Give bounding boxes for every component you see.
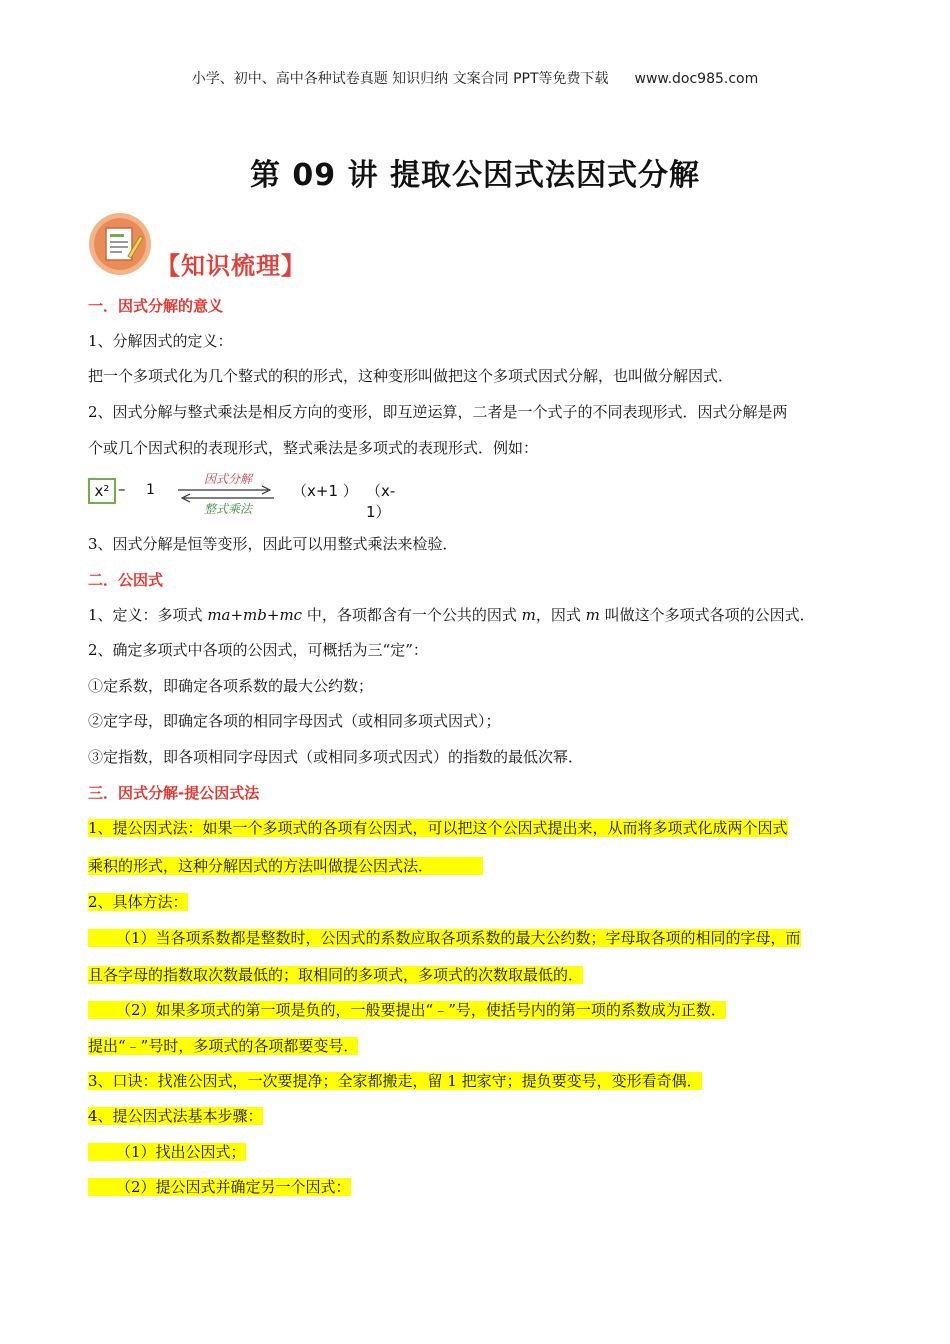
arrow-label-multiplication: 整式乘法 bbox=[203, 502, 252, 516]
s3-p6 bbox=[88, 1071, 702, 1091]
s2-p1-m1: m bbox=[521, 606, 536, 624]
s3-p7-text: 4、提公因式法基本步骤： bbox=[88, 1107, 263, 1125]
s3-p5 bbox=[88, 1036, 358, 1056]
arrow-label-factorization: 因式分解 bbox=[203, 472, 252, 486]
s2-p4: ②定字母，即确定各项的相同字母因式（或相同多项式因式）； bbox=[88, 712, 501, 730]
formula-one: 1 bbox=[146, 482, 155, 498]
formula-x-squared: x² bbox=[88, 478, 116, 504]
s2-p1-pre: 1、定义：多项式 bbox=[88, 606, 208, 624]
factorization-example bbox=[88, 472, 408, 521]
section-2-heading: 二．公因式 bbox=[88, 571, 164, 589]
notebook-icon bbox=[88, 212, 152, 276]
s3-p3b bbox=[88, 965, 583, 985]
s3-p9-text: （2）提公因式并确定另一个因式： bbox=[88, 1178, 351, 1196]
formula-minus: – bbox=[118, 480, 126, 498]
formula-factor-2: （x-1） bbox=[366, 482, 396, 521]
s2-p1-mid: 中，各项都含有一个公共的因式 bbox=[302, 606, 522, 624]
header-site[interactable]: www.doc985.com bbox=[634, 71, 759, 87]
section-banner: 【知识梳理】 bbox=[156, 252, 306, 280]
s2-p2: 2、确定多项式中各项的公因式，可概括为三“定”： bbox=[88, 641, 428, 659]
s3-p8 bbox=[88, 1142, 246, 1162]
s1-p3a: 2、因式分解与整式乘法是相反方向的变形，即互逆运算，二者是一个式子的不同表现形式．因式分解是两 bbox=[88, 403, 788, 421]
s2-p1 bbox=[88, 605, 815, 625]
s3-p1b bbox=[88, 856, 483, 876]
s3-p3a-text: （1）当各项系数都是整数时，公因式的系数应取各项系数的最大公约数；字母取各项的相同的字母，而 bbox=[88, 929, 801, 947]
page-header bbox=[0, 68, 950, 88]
s1-p3b: 个或几个因式积的表现形式，整式乘法是多项式的表现形式．例如： bbox=[88, 439, 539, 457]
s3-p2 bbox=[88, 892, 188, 912]
s3-p3b-text: 且各字母的指数取次数最低的；取相同的多项式，多项式的次数取最低的． bbox=[88, 966, 584, 984]
s2-p1-m2: m bbox=[585, 606, 600, 624]
s3-p9 bbox=[88, 1177, 351, 1197]
s3-p1b-text: 乘积的形式，这种分解因式的方法叫做提公因式法． bbox=[88, 857, 434, 875]
s3-p7 bbox=[88, 1106, 263, 1126]
section-1-heading: 一．因式分解的意义 bbox=[88, 297, 224, 315]
s2-p1-expr: ma+mb+mc bbox=[207, 606, 303, 624]
s3-p6-text: 3、口诀：找准公因式，一次要提净；全家都搬走，留 1 把家守；提负要变号，变形看奇偶． bbox=[88, 1072, 702, 1090]
s1-p1: 1、分解因式的定义： bbox=[88, 332, 233, 350]
s2-p5: ③定指数，即各项相同字母因式（或相同多项式因式）的指数的最低次幂． bbox=[88, 748, 584, 766]
s1-p2: 把一个多项式化为几个整式的积的形式，这种变形叫做把这个多项式因式分解，也叫做分解因式． bbox=[88, 367, 734, 385]
s2-p1-post: 叫做这个多项式各项的公因式． bbox=[599, 606, 815, 624]
s3-p8-text: （1）找出公因式； bbox=[88, 1143, 246, 1161]
s3-p5-text: 提出“﹣”号时，多项式的各项都要变号． bbox=[88, 1037, 359, 1055]
formula-factor-1: （x+1 ） bbox=[292, 482, 358, 500]
page-title: 第 09 讲 提取公因式法因式分解 bbox=[249, 158, 701, 193]
s3-p4 bbox=[88, 1000, 726, 1020]
s3-p4-text: （2）如果多项式的第一项是负的，一般要提出“﹣”号，使括号内的第一项的系数成为正数． bbox=[88, 1001, 726, 1019]
section-3-heading: 三．因式分解-提公因式法 bbox=[88, 784, 260, 802]
s3-p1a-text: 1、提公因式法：如果一个多项式的各项有公因式，可以把这个公因式提出来，从而将多项式化成两个因式 bbox=[88, 819, 788, 837]
s3-p2-text: 2、具体方法： bbox=[88, 893, 188, 911]
header-text: 小学、初中、高中各种试卷真题 知识归纳 文案合同 PPT等免费下载 bbox=[191, 71, 609, 87]
s2-p1-mid2: ，因式 bbox=[535, 606, 586, 624]
s1-p4: 3、因式分解是恒等变形，因此可以用整式乘法来检验． bbox=[88, 535, 458, 553]
s3-p3a bbox=[88, 928, 801, 948]
s2-p3: ①定系数，即确定各项系数的最大公约数； bbox=[88, 677, 374, 695]
s3-p1a bbox=[88, 818, 788, 838]
